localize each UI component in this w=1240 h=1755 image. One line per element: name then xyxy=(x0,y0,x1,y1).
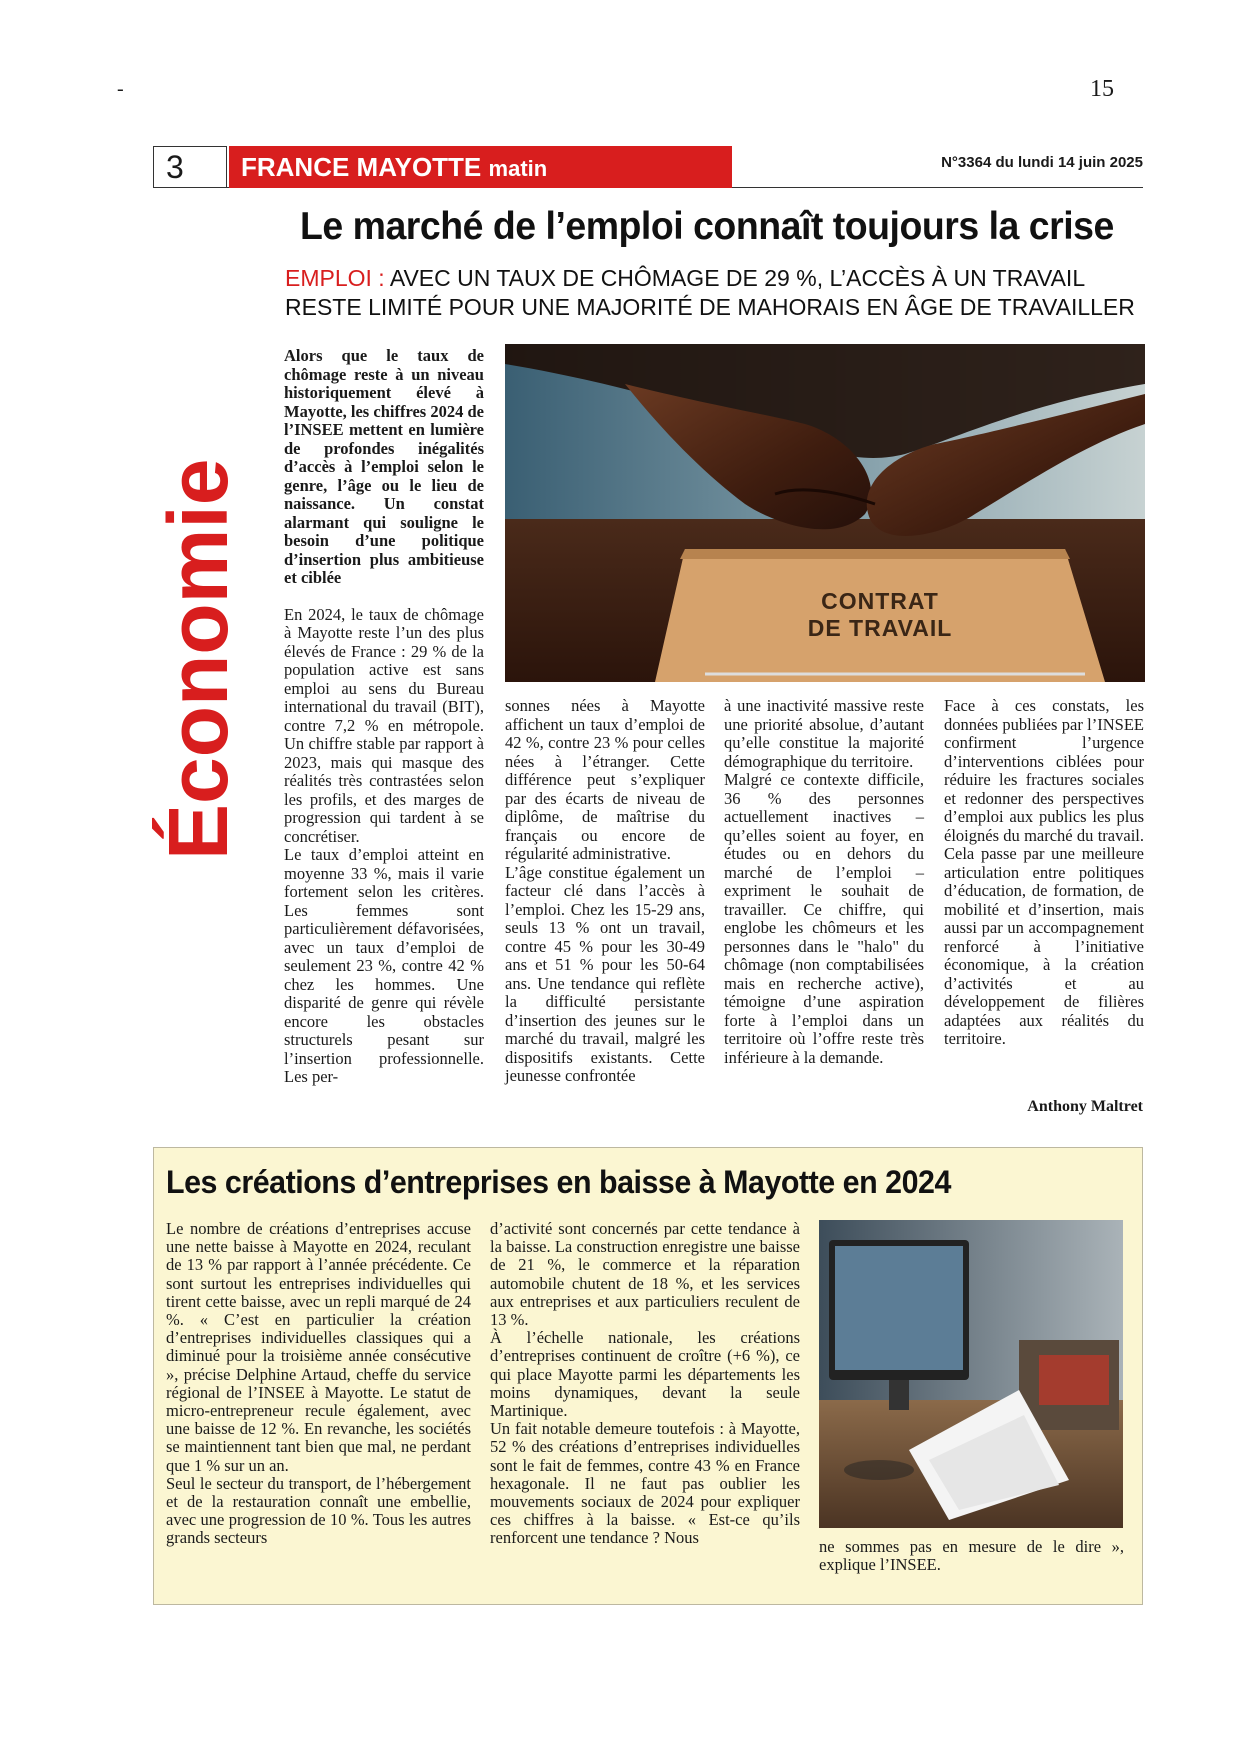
paper-name: FRANCE MAYOTTE xyxy=(241,152,482,182)
article-column-4 xyxy=(944,697,1144,1049)
secondary-column-2 xyxy=(490,1220,800,1548)
secondary-article-box xyxy=(153,1147,1143,1605)
article-column-3 xyxy=(724,697,924,1067)
subhead-line2: RESTE LIMITÉ POUR UNE MAJORITÉ DE MAHORAIS EN ÂGE DE TRAVAILLER xyxy=(285,294,1135,320)
article-paragraph: ne sommes pas en mesure de le dire », explique l’INSEE. xyxy=(819,1537,1124,1575)
office-photo xyxy=(819,1220,1123,1528)
article-paragraph: Un fait notable demeure toutefois : à Mayotte, 52 % des créations d’entreprises individuelles sont le fait de femmes, contre 43 % en France hexagonale. Il ne faut pas oublier les mouvements sociaux de 2024 pour expliquer ces chiffres à la baisse. « Est-ce qu’ils renforcent une tendance ? Nous xyxy=(490,1419,800,1548)
subhead-line1: AVEC UN TAUX DE CHÔMAGE DE 29 %, L’ACCÈS À UN TRAVAIL xyxy=(384,265,1086,291)
article-paragraph: d’activité sont concernés par cette tendance à la baisse. La construction enregistre une baisse de 21 %, le commerce et la réparation automobile chutent de 18 %, et les services aux entreprises et aux particuliers reculent de 13 %. xyxy=(490,1219,800,1330)
article-paragraph: À l’échelle nationale, les créations d’entreprises continuent de croître (+6 %), ce qui place Mayotte parmi les départements les moins dynamiques, devant la seule Martinique. xyxy=(490,1328,800,1421)
section-label: Économie xyxy=(151,458,245,860)
photo-sign-line1: CONTRAT xyxy=(821,588,939,614)
article-paragraph: L’âge constitue également un facteur clé dans l’accès à l’emploi. Chez les 15-29 ans, seuls 13 % ont un travail, contre 45 % pour les 30-49 ans et 51 % pour les 50-64 ans. Une tendance qui reflète la difficulté persistante d’insertion des jeunes sur le marché du travail, malgré les dispositifs existants. Cette jeunesse confrontée xyxy=(505,862,705,1085)
article-column-2 xyxy=(505,697,705,1086)
article-paragraph: Seul le secteur du transport, de l’hébergement et de la restauration connaît une embellie, avec une progression de 10 %. Tous les autres grands secteurs xyxy=(166,1473,471,1548)
page-dash: - xyxy=(117,78,124,100)
secondary-column-1 xyxy=(166,1220,471,1548)
article-paragraph: Malgré ce contexte difficile, 36 % des personnes actuellement inactives – qu’elles soient au foyer, en études ou en dehors du marché de l’emploi – expriment le souhait de travailler. Ce chiffre, qui englobe les chômeurs et les personnes dans le "halo" du chômage (non comptabilisées mais en recherche active), témoigne d’une aspiration forte à l’emploi dans un territoire où l’offre reste très inférieure à la demande. xyxy=(724,770,924,1067)
paper-suffix: matin xyxy=(488,156,548,181)
masthead xyxy=(153,146,1143,188)
section-number: 3 xyxy=(153,146,227,188)
article-paragraph: à une inactivité massive reste une priorité absolue, d’autant qu’elle constitue la majorité démographique du territoire. xyxy=(724,696,924,771)
photo-sign-line2: DE TRAVAIL xyxy=(807,615,953,641)
article-paragraph: Face à ces constats, les données publiées par l’INSEE confirment l’urgence d’interventions ciblées pour réduire les fractures sociales et redonner des perspectives d’emploi aux publics les plus éloignés du marché du travail. Cela passe par une meilleure articulation entre politiques d’éducation, de formation, de mobilité et d’insertion, mais aussi par un accompagnement renforcé à l’initiative économique, à la création d’activités et au développement de filières adaptées aux réalités du territoire. xyxy=(944,696,1144,1048)
handshake-photo xyxy=(505,344,1145,682)
article-paragraph: Le nombre de créations d’entreprises accuse une nette baisse à Mayotte en 2024, reculant de 13 % par rapport à l’année précédente. Ce sont surtout les entreprises individuelles qui tirent cette baisse, avec un repli marqué de 24 %. « C’est en particulier la création d’entreprises individuelles classiques qui a diminué pour la troisième année consécutive », précise Delphine Artaud, cheffe du service régional de l’INSEE à Mayotte. Le statut de micro-entrepreneur recule également, avec une baisse de 12 %. En revanche, les sociétés se maintiennent tant bien que mal, ne perdant que 1 % sur un an. xyxy=(166,1219,471,1475)
issue-date: N°3364 du lundi 14 juin 2025 xyxy=(941,154,1143,171)
article-paragraph: En 2024, le taux de chômage à Mayotte reste l’un des plus élevés de France : 29 % de la population active est sans emploi au sens du Bureau international du travail (BIT), contre 7,2 % en métropole. Un chiffre stable par rapport à 2023, mais qui masque des réalités très contrastées selon les profils, et des marges de progression qui tardent à se concrétiser. xyxy=(284,604,484,846)
page-number: 15 xyxy=(1090,76,1114,102)
article-headline: Le marché de l’emploi connaît toujours la crise xyxy=(300,205,1114,248)
subhead-kicker: EMPLOI : xyxy=(285,265,385,291)
secondary-column-3 xyxy=(819,1538,1124,1574)
author-byline: Anthony Maltret xyxy=(1027,1098,1143,1115)
article-paragraph: sonnes nées à Mayotte affichent un taux d’emploi de 42 %, contre 23 % pour celles nées à l’étranger. Cette différence peut s’expliquer par des écarts de niveau de diplôme, de maîtrise du français ou encore de régularité administrative. xyxy=(505,696,705,863)
article-subhead xyxy=(285,264,1145,322)
secondary-article-title: Les créations d’entreprises en baisse à Mayotte en 2024 xyxy=(166,1164,951,1200)
paper-name-band xyxy=(229,146,732,188)
article-lead: Alors que le taux de chômage reste à un niveau historiquement élevé à Mayotte, les chiffres 2024 de l’INSEE mettent en lumière de profondes inégalités d’accès à l’emploi selon le genre, l’âge ou le lieu de naissance. Un constat alarmant qui souligne le besoin d’une politique d’insertion plus ambitieuse et ciblée xyxy=(284,346,484,587)
article-paragraph: Le taux d’emploi atteint en moyenne 33 %, mais il varie fortement selon les critères. Les femmes sont particulièrement défavorisées, avec un taux d’emploi de seulement 23 %, contre 42 % chez les hommes. Une disparité de genre qui révèle encore les obstacles structurels pesant sur l’insertion professionnelle. Les per- xyxy=(284,845,484,1086)
article-column-1 xyxy=(284,347,484,1087)
